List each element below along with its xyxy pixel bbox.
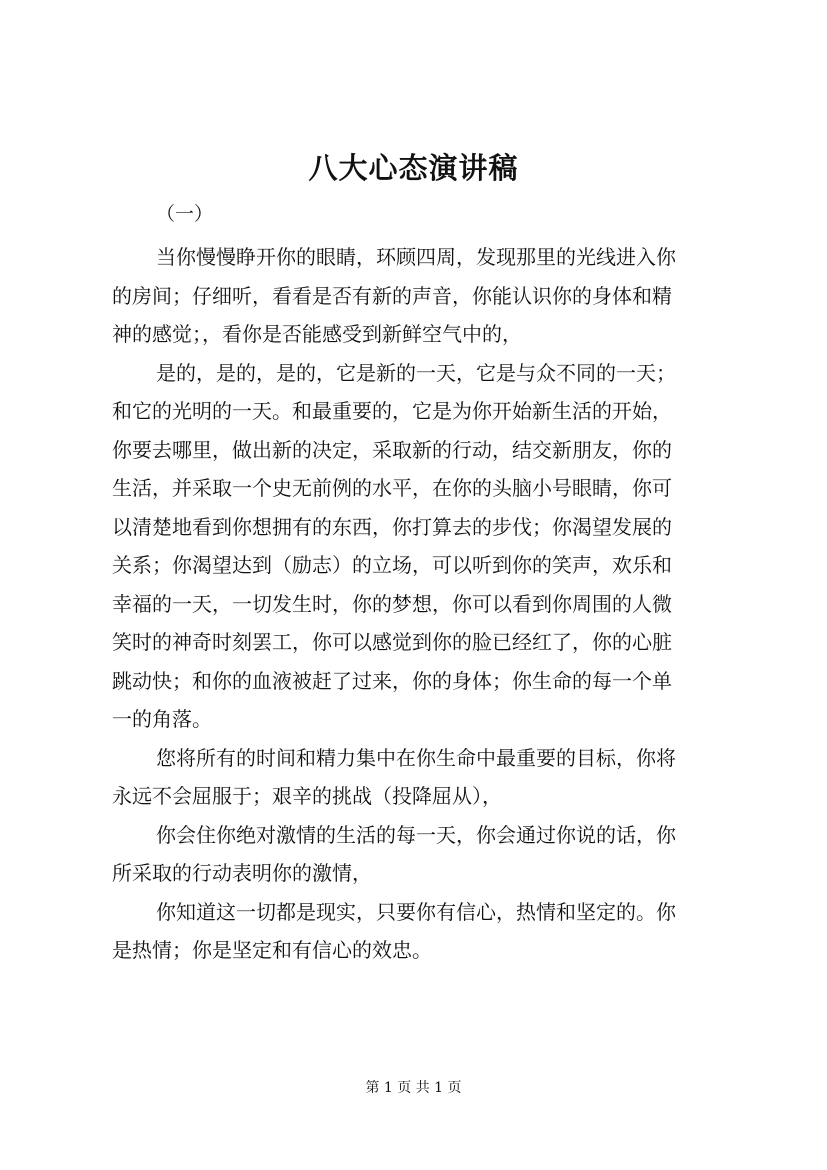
paragraph-line: 你会住你绝对激情的生活的每一天，你会通过你说的话，你 [156,822,676,847]
paragraph-line: 是的，是的，是的，它是新的一天，它是与众不同的一天； [156,360,676,385]
paragraph-line: 幸福的一天，一切发生时，你的梦想，你可以看到你周围的人微 [112,591,672,616]
paragraph-line: 和它的光明的一天。和最重要的，它是为你开始新生活的开始， [112,399,672,423]
paragraph-line: 你要去哪里，做出新的决定，采取新的行动，结交新朋友，你的 [112,437,672,462]
paragraph-line: 生活，并采取一个史无前例的水平，在你的头脑小号眼睛，你可 [112,476,672,500]
section-heading: （一） [156,203,214,225]
paragraph-line: 神的感觉；，看你是否能感受到新鲜空气中的， [112,322,522,346]
paragraph [112,238,722,354]
paragraph-line: 以清楚地看到你想拥有的东西，你打算去的步伐；你渴望发展的 [112,514,672,539]
paragraph [112,816,722,893]
paragraph-line: 跳动快；和你的血液被赶了过来，你的身体；你生命的每一个单 [112,668,672,693]
paragraph-line: 关系；你渴望达到（励志）的立场，可以听到你的笑声，欢乐和 [112,553,672,577]
paragraph-line: 永远不会屈服于；艰辛的挑战（投降屈从）， [112,784,502,808]
paragraph-line: 笑时的神奇时刻罢工，你可以感觉到你的脸已经红了，你的心脏 [112,630,672,654]
paragraph-line: 你知道这一切都是现实，只要你有信心，热情和坚定的。你 [156,899,676,924]
paragraph-line: 所采取的行动表明你的激情， [112,861,372,885]
document-body [112,238,722,970]
paragraph [112,893,722,970]
page-number-footer: 第 1 页 共 1 页 [365,1080,462,1096]
paragraph [112,739,722,816]
paragraph [112,354,722,739]
paragraph-line: 一的角落。 [112,707,212,731]
paragraph-line: 您将所有的时间和精力集中在你生命中最重要的目标，你将 [156,745,676,770]
paragraph-line: 当你慢慢睁开你的眼睛，环顾四周，发现那里的光线进入你 [156,245,676,269]
document-title: 八大心态演讲稿 [308,151,519,185]
paragraph-line: 的房间；仔细听，看看是否有新的声音，你能认识你的身体和精 [112,283,672,308]
paragraph-line: 是热情；你是坚定和有信心的效忠。 [112,938,432,962]
